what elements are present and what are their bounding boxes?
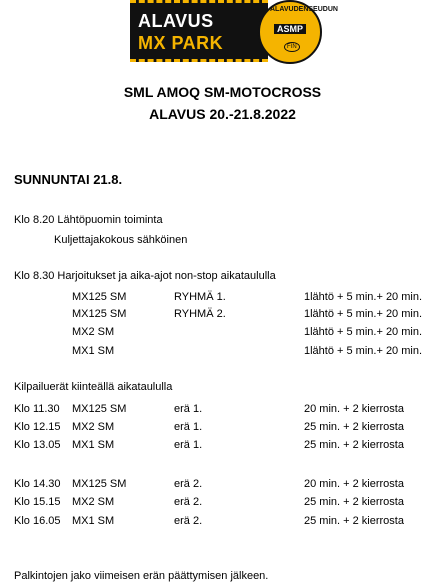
practice-row-group: RYHMÄ 2. xyxy=(174,308,226,320)
practice-row-time: 1lähtö + 5 min.+ 20 min. xyxy=(304,308,423,320)
race-class: MX1 SM xyxy=(72,439,115,451)
practice-row-time: 1lähtö + 5 min.+ 20 min. xyxy=(304,326,423,338)
race-time: Klo 12.15 xyxy=(14,421,61,433)
document-title: SML AMOQ SM-MOTOCROSS xyxy=(123,84,322,100)
asmp-badge-logo xyxy=(258,0,338,64)
race-time: Klo 16.05 xyxy=(14,515,61,527)
start-line: Klo 8.20 Lähtöpuomin toiminta xyxy=(14,214,163,226)
race-duration: 20 min. + 2 kierrosta xyxy=(304,478,404,490)
race-class: MX2 SM xyxy=(72,496,115,508)
race-heat: erä 1. xyxy=(174,421,203,433)
practice-row-time: 1lähtö + 5 min.+ 20 min. xyxy=(304,345,423,357)
logo-line-alavus: ALAVUS xyxy=(138,11,214,31)
race-time: Klo 13.05 xyxy=(14,439,61,451)
race-heat: erä 2. xyxy=(174,515,203,527)
document-subtitle: ALAVUS 20.-21.8.2022 xyxy=(149,106,296,122)
logo-line-mx-park: MX PARK xyxy=(138,33,224,53)
race-duration: 25 min. + 2 kierrosta xyxy=(304,439,404,451)
race-duration: 20 min. + 2 kierrosta xyxy=(304,403,404,415)
footer-note: Palkintojen jako viimeisen erän päättymisen jälkeen. xyxy=(14,570,269,582)
race-class: MX125 SM xyxy=(72,403,127,415)
race-class: MX2 SM xyxy=(72,421,115,433)
races-heading: Kilpailuerät kiinteällä aikataululla xyxy=(14,381,173,393)
race-heat: erä 1. xyxy=(174,439,203,451)
practice-row-group: RYHMÄ 1. xyxy=(174,291,226,303)
badge-arc-text: ALAVUDENSEUDUN xyxy=(270,6,338,13)
practice-heading: Klo 8.30 Harjoitukset ja aika-ajot non-stop aikataululla xyxy=(14,270,276,282)
race-class: MX125 SM xyxy=(72,478,127,490)
race-duration: 25 min. + 2 kierrosta xyxy=(304,421,404,433)
practice-row-time: 1lähtö + 5 min.+ 20 min. xyxy=(304,291,423,303)
race-time: Klo 14.30 xyxy=(14,478,61,490)
badge-fin-text: FIN xyxy=(284,42,300,52)
practice-row-class: MX125 SM xyxy=(72,308,127,320)
riders-meeting-line: Kuljettajakokous sähköinen xyxy=(54,234,188,246)
practice-row-class: MX1 SM xyxy=(72,345,115,357)
day-heading: SUNNUNTAI 21.8. xyxy=(14,172,123,187)
race-time: Klo 15.15 xyxy=(14,496,61,508)
race-time: Klo 11.30 xyxy=(14,403,60,415)
race-heat: erä 2. xyxy=(174,478,203,490)
badge-asmp-text: ASMP xyxy=(274,24,306,34)
race-duration: 25 min. + 2 kierrosta xyxy=(304,496,404,508)
practice-row-class: MX2 SM xyxy=(72,326,115,338)
practice-row-class: MX125 SM xyxy=(72,291,127,303)
race-class: MX1 SM xyxy=(72,515,115,527)
race-heat: erä 2. xyxy=(174,496,203,508)
race-heat: erä 1. xyxy=(174,403,203,415)
race-duration: 25 min. + 2 kierrosta xyxy=(304,515,404,527)
alavus-mx-park-logo xyxy=(130,0,268,62)
